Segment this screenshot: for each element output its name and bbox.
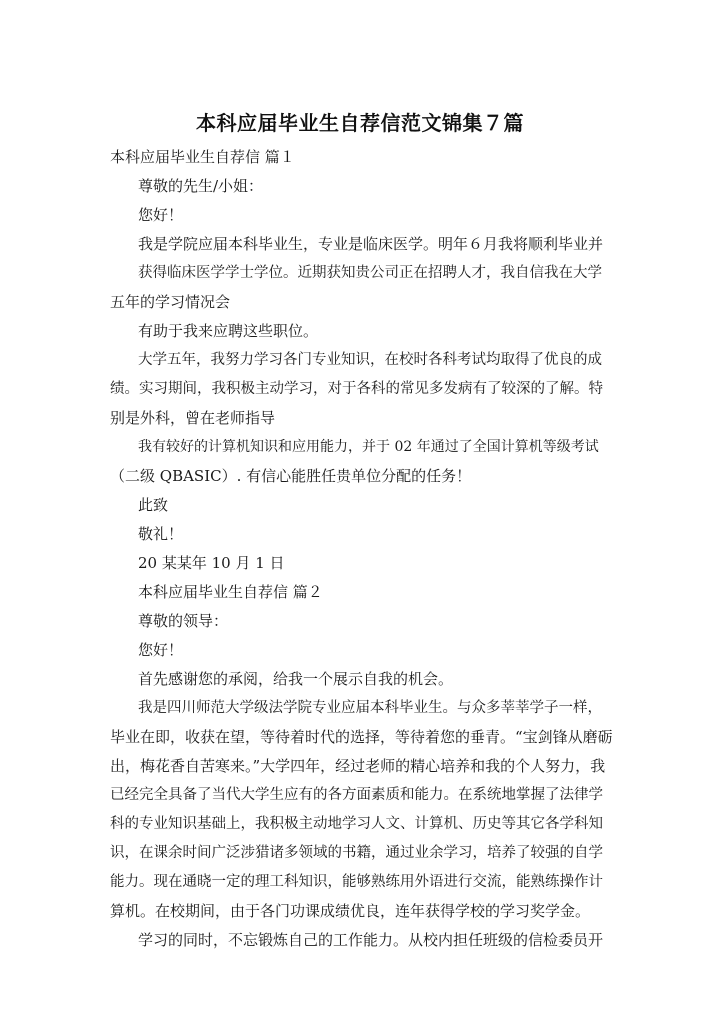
paragraph-line: 识，在课余时间广泛涉猎诸多领域的书籍，通过业余学习，培养了较强的自学 <box>110 845 603 861</box>
paragraph-line: 有助于我来应聘这些职位。 <box>138 322 319 340</box>
paragraph-line: 获得临床医学学士学位。近期获知贵公司正在招聘人才，我自信我在大学 <box>138 265 602 281</box>
paragraph-line: 别是外科，曾在老师指导 <box>110 409 276 427</box>
paragraph-line: 毕业在即，收获在望，等待着时代的选择，等待着您的垂青。“宝剑锋从磨砺 <box>110 728 613 746</box>
document-body <box>110 143 615 955</box>
paragraph-line: 已经完全具备了当代大学生应有的各方面素质和能力。在系统地掌握了法律学 <box>110 787 603 803</box>
letter-heading: 本科应届毕业生自荐信 篇１ <box>110 148 295 166</box>
paragraph-line: 我是四川师范大学级法学院专业应届本科毕业生。与众多莘莘学子一样， <box>138 700 602 716</box>
greeting: 您好！ <box>138 641 184 659</box>
paragraph-line: 五年的学习情况会 <box>110 293 231 311</box>
paragraph-line: 算机。在校期间，由于各门功课成绩优良，连年获得学校的学习奖学金。 <box>110 902 591 920</box>
salutation: 尊敬的先生/小姐： <box>138 177 264 195</box>
paragraph-line: 绩。实习期间，我积极主动学习，对于各科的常见多发病有了较深的了解。特 <box>110 381 603 397</box>
letter-heading: 本科应届毕业生自荐信 篇２ <box>138 583 323 601</box>
paragraph-line: 首先感谢您的承阅，给我一个展示自我的机会。 <box>138 670 454 688</box>
paragraph-line: 大学五年，我努力学习各门专业知识，在校时各科考试均取得了优良的成 <box>138 352 602 368</box>
greeting: 您好！ <box>138 206 184 224</box>
paragraph-line: 科的专业知识基础上，我积极主动地学习人文、计算机、历史等其它各学科知 <box>110 816 603 832</box>
closing-line: 敬礼！ <box>138 525 184 543</box>
closing-line: 此致 <box>138 496 169 514</box>
document-title: 本科应届毕业生自荐信范文锦集７篇 <box>196 111 524 135</box>
salutation: 尊敬的领导： <box>138 612 229 630</box>
paragraph-line: （二级 QBASIC）. 有信心能胜任贵单位分配的任务！ <box>110 467 472 485</box>
paragraph-line: 能力。现在通晓一定的理工科知识，能够熟练用外语进行交流，能熟练操作计 <box>110 874 603 890</box>
paragraph-line: 我有较好的计算机知识和应用能力，并于 02 年通过了全国计算机等级考试 <box>138 439 599 455</box>
paragraph-line: 我是学院应届本科毕业生，专业是临床医学。明年６月我将顺利毕业并 <box>138 235 604 253</box>
paragraph-line: 学习的同时，不忘锻炼自己的工作能力。从校内担任班级的信检委员开 <box>138 931 604 949</box>
letter-date: 20 某某年 10 月 1 日 <box>138 554 285 572</box>
paragraph-line: 出，梅花香自苦寒来。”大学四年，经过老师的精心培养和我的个人努力，我 <box>110 757 606 775</box>
